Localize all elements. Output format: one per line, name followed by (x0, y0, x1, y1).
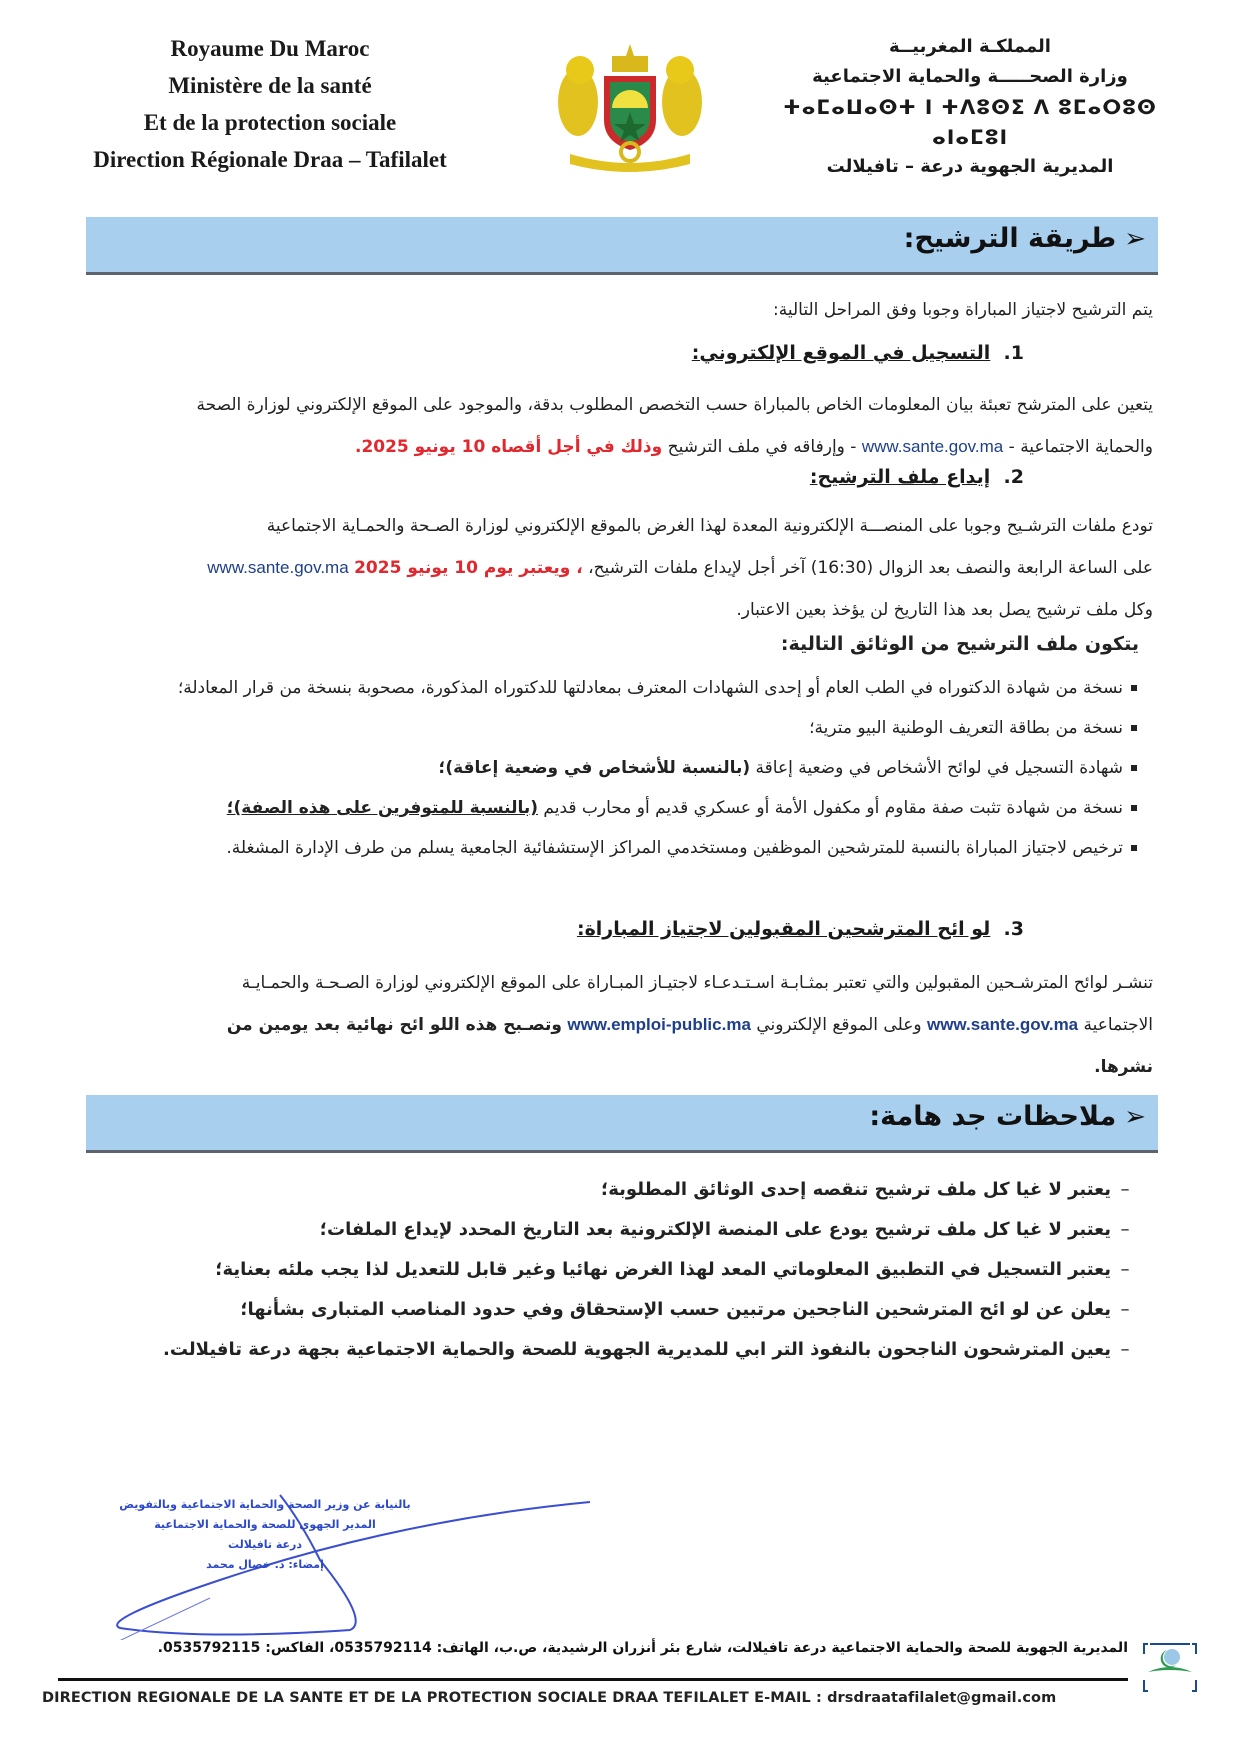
document-item (79, 788, 1139, 828)
step-label: لو ائح المترشحين المقبولين لاجتياز المباراة: (576, 918, 991, 940)
official-stamp (100, 1495, 430, 1575)
deadline-highlight: وذلك في أجل أقصاه 10 يونيو 2025. (354, 437, 663, 457)
documents-list (79, 668, 1139, 868)
step-label: التسجيل في الموقع الإلكتروني: (691, 342, 991, 364)
coat-of-arms-icon (550, 42, 710, 177)
note-text: يعتبر لا غيا كل ملف ترشيح يودع على المنصة الإلكترونية بعد التاريخ المحدد لإيداع الملفات؛ (319, 1219, 1111, 1240)
section-band-candidacy (86, 217, 1158, 275)
paragraph-line: يتعين على المترشح تعبئة بيان المعلومات الخاص بالمباراة حسب التخصص المطلوب بدقة، والموجود على الموقع الإلكتروني لوزارة الصحة (196, 395, 1153, 415)
document-text: نسخة من شهادة الدكتوراه في الطب العام أو إحدى الشهادات المعترف بمعادلتها للدكتوراه المذكورة، مصحوبة بنسخة من قرار المعادلة؛ (177, 678, 1123, 698)
dash-bullet-icon: – (1120, 1299, 1130, 1320)
dash-bullet-icon: – (1120, 1219, 1130, 1240)
deadline-highlight: ، ويعتبر يوم 10 يونيو 2025 (354, 558, 583, 578)
note-item (99, 1330, 1139, 1370)
website-link[interactable]: www.emploi-public.ma (567, 1015, 751, 1034)
paragraph-line: تودع ملفات الترشـيح وجوبا على المنصـــة الإلكترونية المعدة لهذا الغرض بالموقع الإلكتروني لوزارة الصـحة والحمـاية الاجتماعية (266, 516, 1153, 536)
text-span: وعلى الموقع الإلكتروني (756, 1015, 922, 1035)
documents-title: يتكون ملف الترشيح من الوثائق التالية: (780, 633, 1139, 655)
stamp-line: بالنيابة عن وزير الصحة والحماية الاجتماعية وبالتفويض (119, 1498, 411, 1511)
document-item (79, 828, 1139, 868)
intro-text (93, 300, 1153, 320)
step-number: 3. (1003, 918, 1024, 940)
note-text: يعتبر لا غيا كل ملف ترشيح تنقصه إحدى الوثائق المطلوبة؛ (601, 1179, 1111, 1200)
intro-paragraph: يتم الترشيح لاجتياز المباراة وجوبا وفق المراحل التالية: (772, 300, 1153, 320)
header-ar-line: المديرية الجهوية درعة – تافيلالت (826, 156, 1114, 177)
arrow-bullet-icon: ➢ (1124, 224, 1146, 254)
header-ar-line: وزارة الصحـــــة والحماية الاجتماعية (812, 66, 1128, 87)
note-text: يعين المترشحون الناجحون بالنفوذ التر ابي للمديرية الجهوية للصحة والحماية الاجتماعية بجهة درعة تافيلالت. (163, 1339, 1111, 1360)
header-fr-line: Et de la protection sociale (143, 110, 397, 135)
document-text: نسخة من بطاقة التعريف الوطنية البيو مترية؛ (809, 718, 1123, 738)
paragraph-line: نشرها. (1094, 1057, 1153, 1077)
dash-bullet-icon: – (1120, 1339, 1130, 1360)
section-title-text: طريقة الترشيح: (903, 223, 1117, 254)
note-item (99, 1210, 1139, 1250)
step-label: إيداع ملف الترشيح: (809, 466, 991, 488)
health-ministry-logo-icon (1140, 1640, 1200, 1695)
notes-list (99, 1170, 1139, 1370)
step-1-body (87, 384, 1153, 468)
note-item (99, 1170, 1139, 1210)
text-span: الاجتماعية (1083, 1015, 1153, 1035)
header-fr-line: Royaume Du Maroc (170, 36, 370, 61)
document-item (79, 748, 1139, 788)
document-note: (بالنسبة للأشخاص في وضعية إعاقة)؛ (438, 758, 751, 778)
header-french (40, 30, 500, 178)
stamp-line: المدير الجهوي للصحة والحماية الاجتماعية (154, 1518, 376, 1531)
paragraph-line (87, 547, 1153, 589)
header-fr-line: Direction Régionale Draa – Tafilalet (93, 147, 447, 172)
text-span: والحماية الاجتماعية - (1008, 437, 1153, 457)
stamp-line: إمضاء: د. خصال محمد (206, 1558, 324, 1571)
stamp-line: درعة تافيلالت (227, 1538, 303, 1551)
text-span: على الساعة الرابعة والنصف بعد الزوال (16:30) آخر أجل لإيداع ملفات الترشيح، (588, 558, 1153, 578)
paragraph-line: تنشـر لوائح المترشـحين المقبولين والتي تعتبر بمثـابـة اسـتـدعـاء لاجتيـاز المبـاراة على الموقع الإلكتروني لوزارة الصـحـة والحمـايـة (241, 973, 1153, 993)
note-text: يعتبر التسجيل في التطبيق المعلوماتي المعد لهذا الغرض نهائيا وغير قابل للتعديل لذا يجب ملئه بعناية؛ (215, 1259, 1111, 1280)
document-item (79, 708, 1139, 748)
paragraph-line: وكل ملف ترشيح يصل بعد هذا التاريخ لن يؤخذ بعين الاعتبار. (736, 600, 1153, 620)
document-text: نسخة من شهادة تثبت صفة مقاوم أو مكفول الأمة أو عسكري قديم أو محارب قديم (538, 798, 1123, 818)
text-span: - وإرفاقه في ملف الترشيح (667, 437, 857, 457)
header-fr-line: Ministère de la santé (168, 73, 372, 98)
section-title (904, 223, 1146, 254)
step-number: 2. (1003, 466, 1024, 488)
footer-divider (58, 1678, 1128, 1681)
website-link[interactable]: www.sante.gov.ma (926, 1015, 1079, 1034)
document-text: شهادة التسجيل في لوائح الأشخاص في وضعية إعاقة (750, 758, 1123, 778)
note-item (99, 1250, 1139, 1290)
step-2-heading (810, 466, 1024, 488)
paragraph-line (87, 1004, 1153, 1046)
paragraph-line (87, 426, 1153, 468)
website-link[interactable]: www.sante.gov.ma (861, 437, 1004, 456)
footer-contact: DIRECTION REGIONALE DE LA SANTE ET DE LA PROTECTION SOCIALE DRAA TEFILALET E-MAIL : drsdraatafilalet@gmail.com (42, 1690, 1057, 1706)
section-band-notes (86, 1095, 1158, 1153)
step-1-heading (692, 342, 1024, 364)
step-number: 1. (1003, 342, 1024, 364)
dash-bullet-icon: – (1120, 1259, 1130, 1280)
header-arabic (770, 32, 1170, 182)
header-tifinagh-line: ⵜⴰⵎⴰⵡⴰⵙⵜ ⵏ ⵜⴷⵓⵙⵉ ⴷ ⵓⵎⴰⵔⵓⵙ ⴰⵏⴰⵎⵓⵏ (783, 95, 1157, 149)
header-ar-line: المملكـة المغربيــة (889, 36, 1051, 57)
arrow-bullet-icon: ➢ (1124, 1102, 1146, 1132)
step-3-heading (577, 918, 1024, 940)
document-note: (بالنسبة للمتوفرين على هذه الصفة)؛ (226, 798, 538, 818)
document-item (79, 668, 1139, 708)
section-title-text: ملاحظات جد هامة: (869, 1101, 1117, 1132)
website-link[interactable]: www.sante.gov.ma (207, 558, 349, 577)
dash-bullet-icon: – (1120, 1179, 1130, 1200)
section-title (869, 1101, 1146, 1132)
step-3-body (87, 962, 1153, 1088)
text-span: وتصـبح هذه اللو ائح نهائية بعد يومين من (226, 1015, 562, 1035)
documents-heading (99, 633, 1139, 655)
document-text: ترخيص لاجتياز المباراة بالنسبة للمترشحين الموظفين ومستخدمي المراكز الإستشفائية الجامعية يسلم من طرف الإدارة المشغلة. (226, 838, 1123, 858)
note-item (99, 1290, 1139, 1330)
step-2-body (87, 505, 1153, 631)
footer-address: المديرية الجهوية للصحة والحماية الاجتماعية درعة تافيلالت، شارع بئر أنزران الرشيدية، ص.ب، الهاتف: 0535792114، الفاكس: 0535792115. (157, 1640, 1128, 1656)
note-text: يعلن عن لو ائح المترشحين الناجحين مرتبين حسب الإستحقاق وفي حدود المناصب المتبارى بشأنها؛ (240, 1299, 1111, 1320)
